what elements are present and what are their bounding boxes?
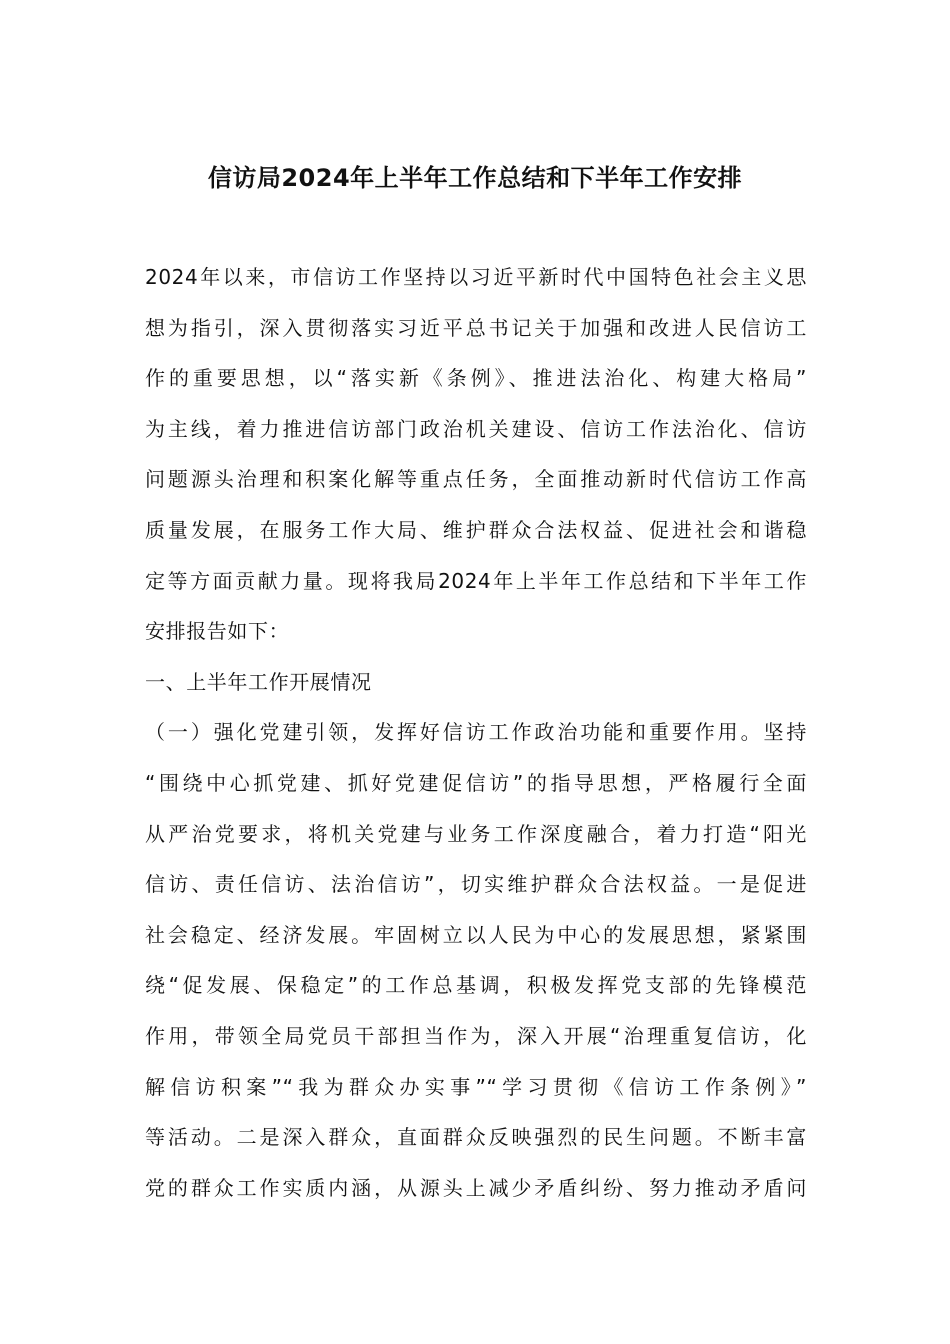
text-line: 质量发展，在服务工作大局、维护群众合法权益、促进社会和谐稳 xyxy=(145,517,807,542)
text-line: 为主线，着力推进信访部门政治机关建设、信访工作法治化、信访 xyxy=(145,416,807,441)
text-line: 绕“促发展、保稳定”的工作总基调，积极发挥党支部的先锋模范 xyxy=(145,973,807,998)
text-line: 从严治党要求，将机关党建与业务工作深度融合，着力打造“阳光 xyxy=(145,821,807,846)
text-line: 安排报告如下： xyxy=(145,619,290,644)
text-line: 想为指引，深入贯彻落实习近平总书记关于加强和改进人民信访工 xyxy=(145,315,807,340)
section-heading: 一、上半年工作开展情况 xyxy=(145,669,372,694)
text-line: 信访、责任信访、法治信访”，切实维护群众合法权益。一是促进 xyxy=(145,872,807,897)
text-line: 解信访积案”“我为群众办实事”“学习贯彻《信访工作条例》” xyxy=(145,1074,807,1099)
text-line: 问题源头治理和积案化解等重点任务，全面推动新时代信访工作高 xyxy=(145,467,807,492)
text-line: （一）强化党建引领，发挥好信访工作政治功能和重要作用。坚持 xyxy=(145,720,807,745)
text-line: “围绕中心抓党建、抓好党建促信访”的指导思想，严格履行全面 xyxy=(145,770,807,795)
text-line: 定等方面贡献力量。现将我局2024年上半年工作总结和下半年工作 xyxy=(145,568,807,593)
text-line: 等活动。二是深入群众，直面群众反映强烈的民生问题。不断丰富 xyxy=(145,1125,807,1150)
text-line: 作用，带领全局党员干部担当作为，深入开展“治理重复信访，化 xyxy=(145,1023,807,1048)
document-body xyxy=(145,252,807,1213)
text-line: 党的群众工作实质内涵，从源头上减少矛盾纠纷、努力推动矛盾问 xyxy=(145,1175,807,1200)
text-line: 社会稳定、经济发展。牢固树立以人民为中心的发展思想，紧紧围 xyxy=(145,922,807,947)
text-line: 2024年以来，市信访工作坚持以习近平新时代中国特色社会主义思 xyxy=(145,265,807,289)
document-title: 信访局2024年上半年工作总结和下半年工作安排 xyxy=(207,164,743,192)
text-line: 作的重要思想，以“落实新《条例》、推进法治化、构建大格局” xyxy=(145,366,807,391)
